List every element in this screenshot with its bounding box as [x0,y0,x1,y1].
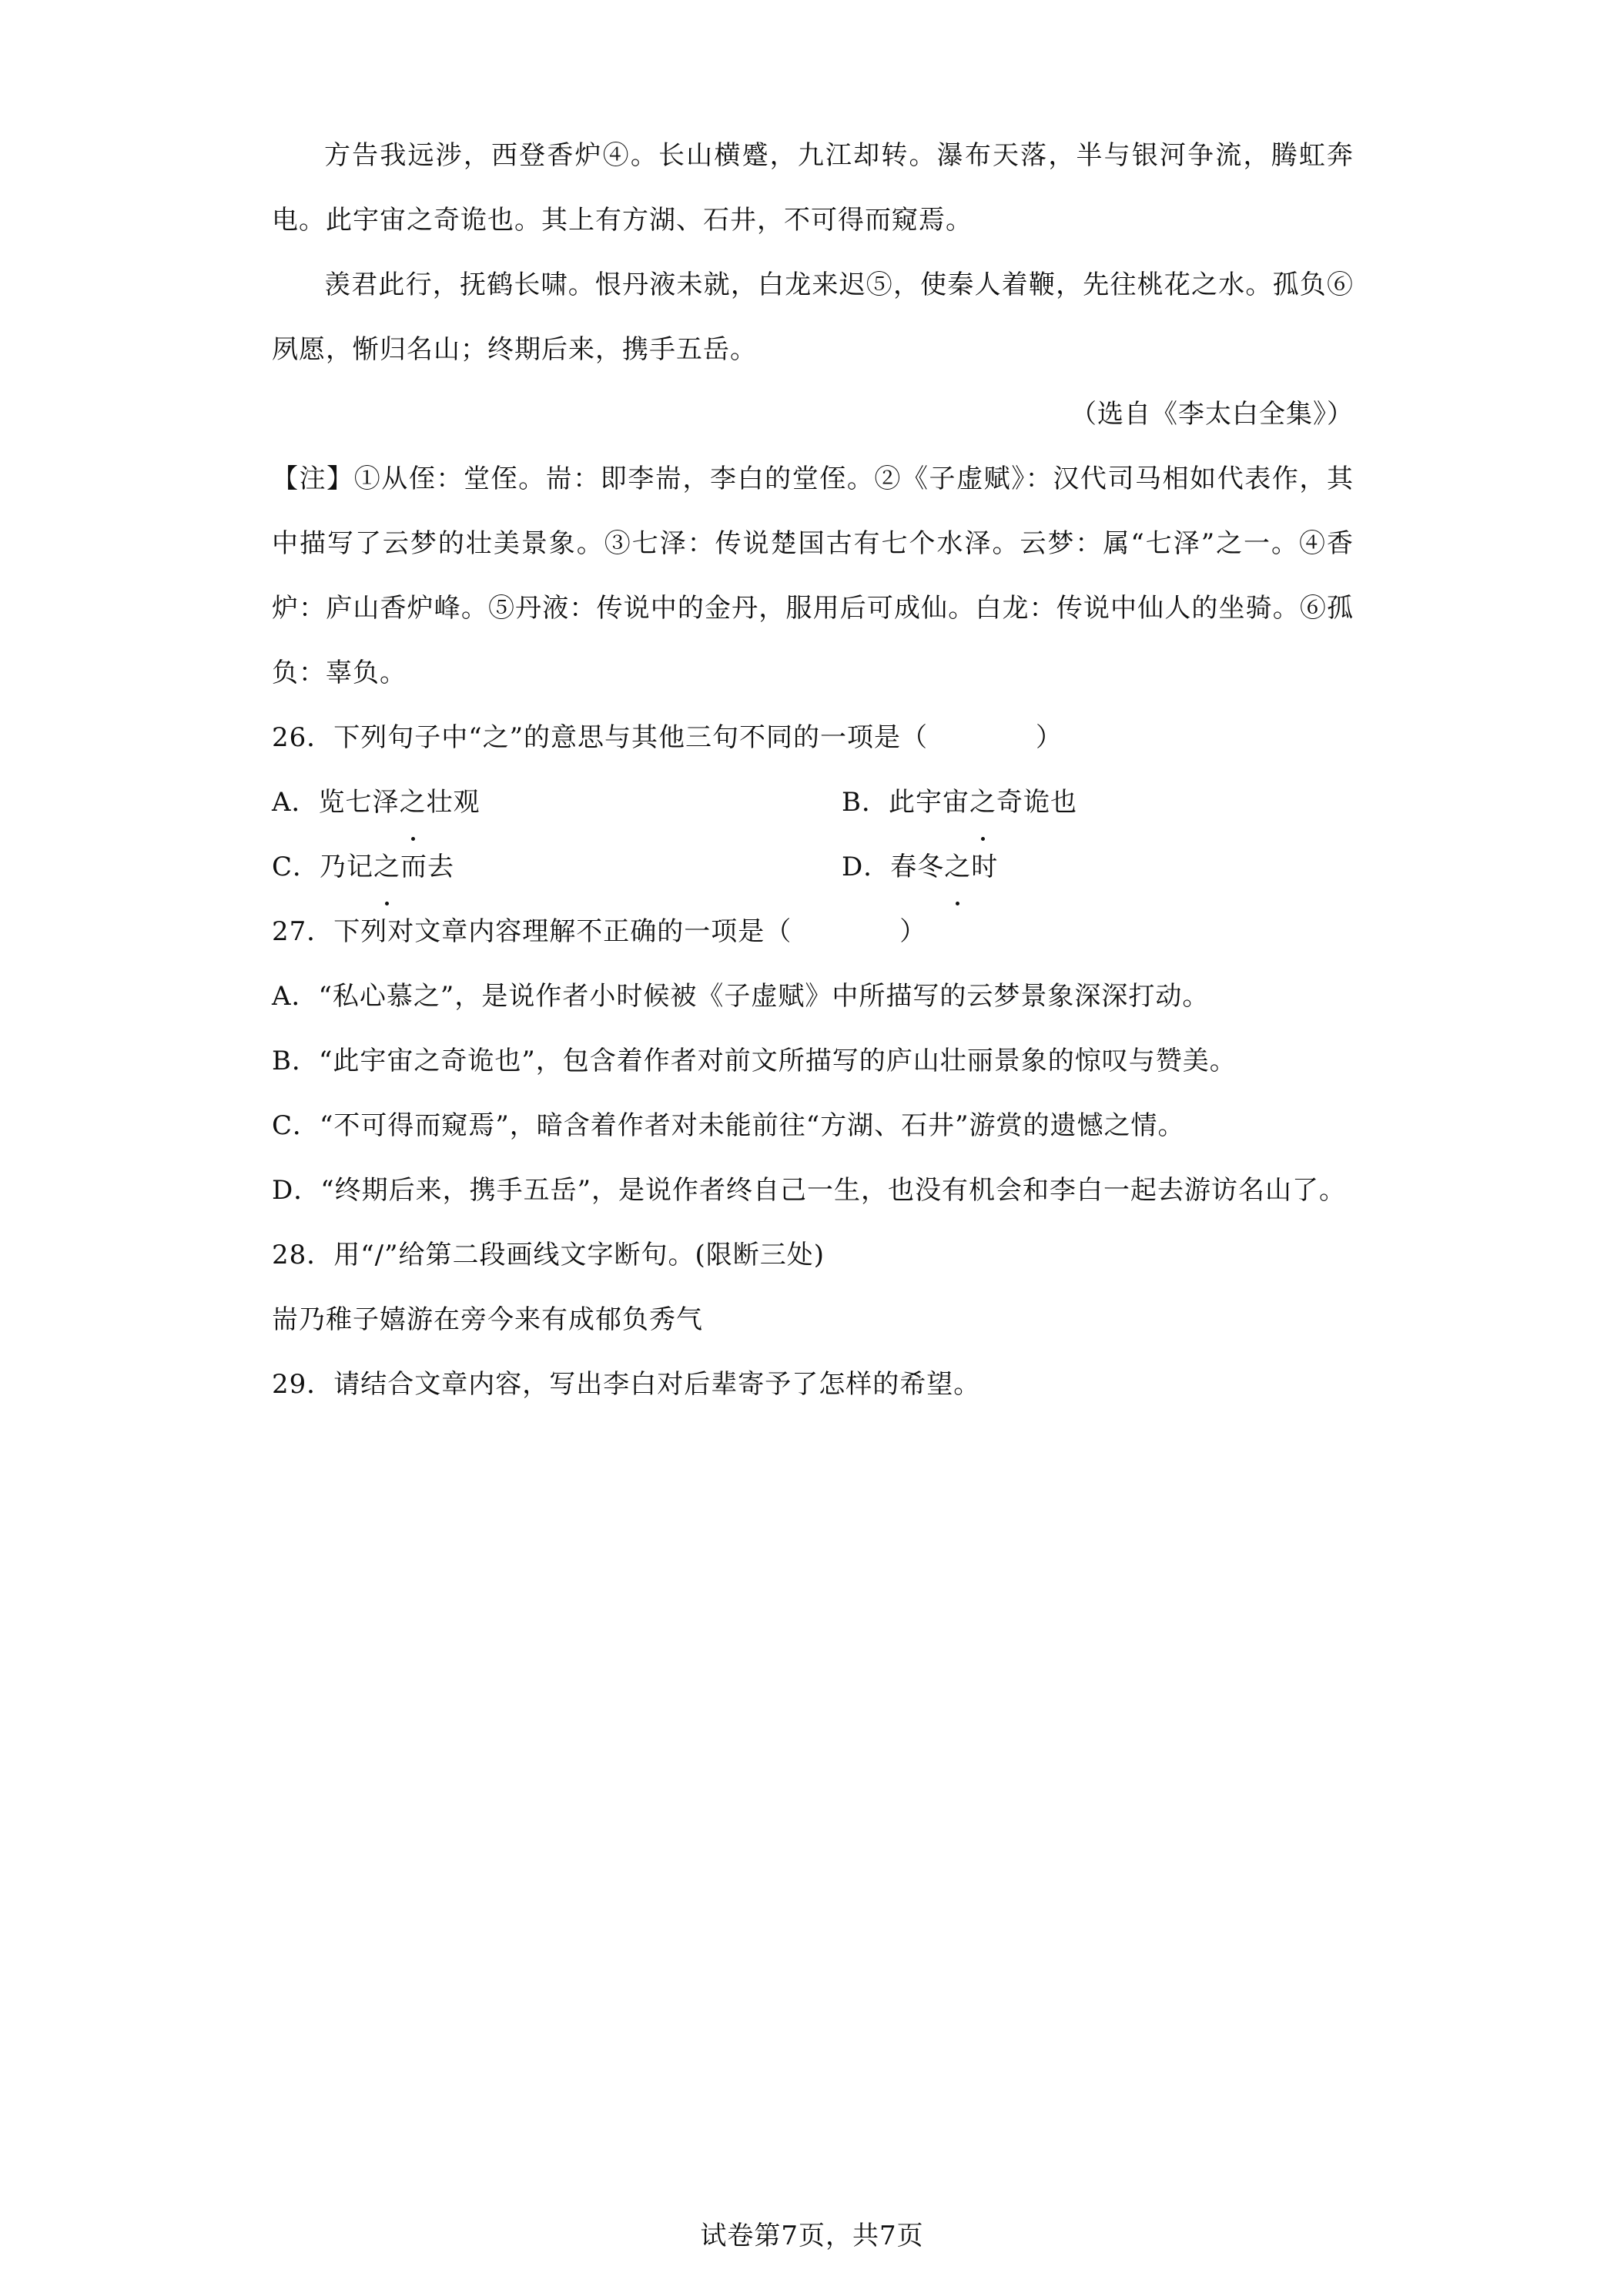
question-26-options-row-2 [272,835,1354,899]
question-26-option-b [842,770,1354,835]
page-footer: 试卷第7页，共7页 [700,2221,924,2251]
option-a-pre: A．览七泽 [272,787,400,818]
page-content [272,123,1354,1417]
option-a-post: 壮观 [426,787,481,818]
emphasis-mark: 之 [400,770,427,835]
option-d-pre: D．春冬 [842,852,945,882]
option-c-pre: C．乃记 [272,852,374,882]
option-c-post: 而去 [400,852,455,882]
question-26-stem: 26．下列句子中“之”的意思与其他三句不同的一项是（ ） [272,722,1063,753]
option-b-post: 奇诡也 [996,787,1077,818]
option-b-pre: B．此宇宙 [842,787,969,818]
emphasis-mark: 之 [944,835,971,899]
option-d-post: 时 [971,852,999,882]
passage-paragraph-1: 方告我远涉，西登香炉④。长山横蹙，九江却转。瀑布天落，半与银河争流，腾虹奔电。此宇宙之奇诡也。其上有方湖、石井，不可得而窥焉。 [272,140,1354,236]
emphasis-mark: 之 [969,770,996,835]
question-26-options-row-1 [272,770,1354,835]
question-28-text: 耑乃稚子嬉游在旁今来有成郁负秀气 [272,1304,703,1335]
question-27-option-d: D．“终期后来，携手五岳”，是说作者终自己一生，也没有机会和李白一起去游访名山了。 [272,1175,1347,1206]
question-29-stem: 29．请结合文章内容，写出李白对后辈寄予了怎样的希望。 [272,1369,981,1400]
question-27-option-c: C．“不可得而窥焉”，暗含着作者对未能前往“方湖、石井”游赏的遗憾之情。 [272,1110,1185,1141]
emphasis-mark: 之 [373,835,400,899]
question-26-option-a [272,770,842,835]
question-27-option-b: B．“此宇宙之奇诡也”，包含着作者对前文所描写的庐山壮丽景象的惊叹与赞美。 [272,1046,1237,1076]
question-27-stem: 27．下列对文章内容理解不正确的一项是（ ） [272,916,927,947]
question-27-option-a: A．“私心慕之”，是说作者小时候被《子虚赋》中所描写的云梦景象深深打动。 [272,981,1210,1012]
question-28-stem: 28．用“/”给第二段画线文字断句。(限断三处) [272,1240,825,1270]
question-26-option-d [842,835,1354,899]
passage-paragraph-2: 羡君此行，抚鹤长啸。恨丹液未就，白龙来迟⑤，使秦人着鞭，先往桃花之水。孤负⑥夙愿，惭归名山；终期后来，携手五岳。 [272,269,1354,365]
question-26-option-c [272,835,842,899]
annotation-notes: 【注】①从侄：堂侄。耑：即李耑，李白的堂侄。②《子虚赋》：汉代司马相如代表作，其中描写了云梦的壮美景象。③七泽：传说楚国古有七个水泽。云梦：属“七泽”之一。④香炉：庐山香炉峰。⑤丹液：传说中的金丹，服用后可成仙。白龙：传说中仙人的坐骑。⑥孤负：辜负。 [272,464,1354,688]
passage-source: （选自《李太白全集》） [1070,399,1354,430]
